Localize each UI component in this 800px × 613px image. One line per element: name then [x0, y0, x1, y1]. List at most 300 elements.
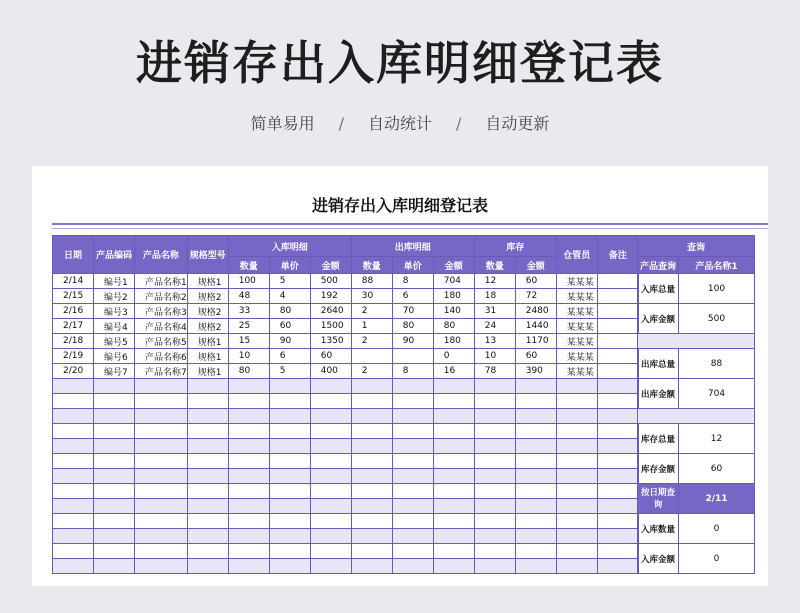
col-header-in-group[interactable]: 入库明细: [228, 236, 351, 257]
empty-cell[interactable]: [228, 484, 269, 499]
empty-cell[interactable]: [392, 499, 433, 514]
empty-cell[interactable]: [433, 409, 474, 424]
cell-date[interactable]: 2/19: [53, 349, 94, 364]
empty-cell[interactable]: [433, 469, 474, 484]
cell-in-price[interactable]: 80: [269, 304, 310, 319]
col-header-date[interactable]: 日期: [53, 236, 94, 274]
cell-out-qty[interactable]: 2: [351, 304, 392, 319]
empty-cell[interactable]: [474, 424, 515, 439]
empty-cell[interactable]: [515, 544, 556, 559]
empty-cell[interactable]: [392, 424, 433, 439]
empty-cell[interactable]: [392, 544, 433, 559]
cell-name[interactable]: 产品名称7: [135, 364, 188, 379]
empty-cell[interactable]: [556, 379, 597, 394]
col-header-keeper[interactable]: 仓管员: [556, 236, 597, 274]
empty-cell[interactable]: [53, 484, 94, 499]
cell-spec[interactable]: 规格2: [187, 289, 228, 304]
col-header-stock-amount[interactable]: 金额: [515, 257, 556, 274]
cell-in-amt[interactable]: 400: [310, 364, 351, 379]
cell-spec[interactable]: 规格2: [187, 319, 228, 334]
empty-cell[interactable]: [135, 529, 188, 544]
cell-st-amt[interactable]: 1440: [515, 319, 556, 334]
empty-cell[interactable]: [597, 469, 638, 484]
empty-cell[interactable]: [474, 409, 515, 424]
col-header-in-qty[interactable]: 数量: [228, 257, 269, 274]
cell-out-price[interactable]: 90: [392, 334, 433, 349]
empty-cell[interactable]: [228, 424, 269, 439]
empty-cell[interactable]: [228, 544, 269, 559]
cell-in-price[interactable]: 5: [269, 274, 310, 289]
empty-cell[interactable]: [228, 454, 269, 469]
empty-cell[interactable]: [53, 559, 94, 574]
cell-spec[interactable]: 规格1: [187, 274, 228, 289]
empty-cell[interactable]: [474, 394, 515, 409]
empty-cell[interactable]: [556, 544, 597, 559]
cell-date[interactable]: 2/15: [53, 289, 94, 304]
empty-cell[interactable]: [392, 559, 433, 574]
empty-cell[interactable]: [597, 529, 638, 544]
empty-cell[interactable]: [351, 514, 392, 529]
date-query-value[interactable]: 2/11: [679, 484, 755, 514]
cell-st-amt[interactable]: 1170: [515, 334, 556, 349]
empty-cell[interactable]: [515, 499, 556, 514]
empty-cell[interactable]: [351, 499, 392, 514]
empty-cell[interactable]: [556, 484, 597, 499]
empty-cell[interactable]: [269, 454, 310, 469]
empty-cell[interactable]: [515, 379, 556, 394]
empty-cell[interactable]: [474, 514, 515, 529]
cell-code[interactable]: 编号6: [94, 349, 135, 364]
empty-cell[interactable]: [187, 454, 228, 469]
in-total-qty-value[interactable]: 100: [679, 274, 755, 304]
cell-in-amt[interactable]: 192: [310, 289, 351, 304]
empty-cell[interactable]: [228, 559, 269, 574]
empty-cell[interactable]: [94, 529, 135, 544]
col-header-stock-group[interactable]: 库存: [474, 236, 556, 257]
empty-cell[interactable]: [597, 394, 638, 409]
empty-cell[interactable]: [433, 454, 474, 469]
empty-cell[interactable]: [392, 409, 433, 424]
empty-cell[interactable]: [556, 424, 597, 439]
empty-cell[interactable]: [515, 484, 556, 499]
empty-cell[interactable]: [392, 484, 433, 499]
empty-cell[interactable]: [94, 409, 135, 424]
cell-spec[interactable]: 规格1: [187, 334, 228, 349]
empty-cell[interactable]: [515, 394, 556, 409]
empty-cell[interactable]: [187, 439, 228, 454]
empty-cell[interactable]: [135, 409, 188, 424]
cell-date[interactable]: 2/18: [53, 334, 94, 349]
cell-out-amt[interactable]: 80: [433, 319, 474, 334]
empty-cell[interactable]: [187, 424, 228, 439]
cell-name[interactable]: 产品名称4: [135, 319, 188, 334]
cell-in-qty[interactable]: 48: [228, 289, 269, 304]
out-total-amt-value[interactable]: 704: [679, 379, 755, 409]
empty-cell[interactable]: [53, 379, 94, 394]
cell-in-price[interactable]: 6: [269, 349, 310, 364]
empty-cell[interactable]: [269, 379, 310, 394]
empty-cell[interactable]: [135, 379, 188, 394]
empty-cell[interactable]: [94, 454, 135, 469]
cell-keeper[interactable]: 某某某: [556, 364, 597, 379]
empty-cell[interactable]: [53, 454, 94, 469]
cell-st-amt[interactable]: 390: [515, 364, 556, 379]
empty-cell[interactable]: [597, 499, 638, 514]
empty-cell[interactable]: [53, 529, 94, 544]
cell-code[interactable]: 编号7: [94, 364, 135, 379]
col-header-name[interactable]: 产品名称: [135, 236, 188, 274]
cell-note[interactable]: [597, 364, 638, 379]
cell-st-amt[interactable]: 72: [515, 289, 556, 304]
empty-cell[interactable]: [351, 439, 392, 454]
empty-cell[interactable]: [135, 469, 188, 484]
empty-cell[interactable]: [556, 529, 597, 544]
cell-note[interactable]: [597, 304, 638, 319]
cell-out-price[interactable]: 6: [392, 289, 433, 304]
empty-cell[interactable]: [392, 529, 433, 544]
empty-cell[interactable]: [474, 529, 515, 544]
cell-note[interactable]: [597, 349, 638, 364]
empty-cell[interactable]: [94, 484, 135, 499]
empty-cell[interactable]: [310, 409, 351, 424]
cell-out-qty[interactable]: 2: [351, 364, 392, 379]
cell-out-qty[interactable]: [351, 349, 392, 364]
empty-cell[interactable]: [310, 499, 351, 514]
empty-cell[interactable]: [474, 499, 515, 514]
empty-cell[interactable]: [474, 439, 515, 454]
empty-cell[interactable]: [310, 454, 351, 469]
cell-in-amt[interactable]: 1350: [310, 334, 351, 349]
empty-cell[interactable]: [433, 499, 474, 514]
cell-in-qty[interactable]: 80: [228, 364, 269, 379]
cell-in-qty[interactable]: 15: [228, 334, 269, 349]
empty-cell[interactable]: [597, 514, 638, 529]
empty-cell[interactable]: [269, 469, 310, 484]
empty-cell[interactable]: [351, 394, 392, 409]
cell-in-qty[interactable]: 33: [228, 304, 269, 319]
empty-cell[interactable]: [474, 544, 515, 559]
col-header-note[interactable]: 备注: [597, 236, 638, 274]
empty-cell[interactable]: [597, 559, 638, 574]
cell-spec[interactable]: 规格2: [187, 304, 228, 319]
empty-cell[interactable]: [94, 394, 135, 409]
empty-cell[interactable]: [351, 559, 392, 574]
empty-cell[interactable]: [515, 409, 556, 424]
cell-st-qty[interactable]: 24: [474, 319, 515, 334]
empty-cell[interactable]: [433, 439, 474, 454]
empty-cell[interactable]: [310, 424, 351, 439]
empty-cell[interactable]: [433, 484, 474, 499]
empty-cell[interactable]: [269, 394, 310, 409]
empty-cell[interactable]: [53, 394, 94, 409]
cell-name[interactable]: 产品名称1: [135, 274, 188, 289]
cell-keeper[interactable]: 某某某: [556, 349, 597, 364]
empty-cell[interactable]: [135, 424, 188, 439]
empty-cell[interactable]: [556, 454, 597, 469]
cell-st-qty[interactable]: 13: [474, 334, 515, 349]
cell-in-amt[interactable]: 60: [310, 349, 351, 364]
cell-out-qty[interactable]: 88: [351, 274, 392, 289]
cell-out-price[interactable]: 70: [392, 304, 433, 319]
empty-cell[interactable]: [392, 469, 433, 484]
cell-in-amt[interactable]: 500: [310, 274, 351, 289]
empty-cell[interactable]: [310, 514, 351, 529]
empty-cell[interactable]: [269, 529, 310, 544]
col-header-spec[interactable]: 规格型号: [187, 236, 228, 274]
empty-cell[interactable]: [433, 514, 474, 529]
col-header-in-price[interactable]: 单价: [269, 257, 310, 274]
cell-note[interactable]: [597, 289, 638, 304]
cell-note[interactable]: [597, 334, 638, 349]
cell-out-amt[interactable]: 180: [433, 289, 474, 304]
empty-cell[interactable]: [556, 559, 597, 574]
empty-cell[interactable]: [515, 424, 556, 439]
cell-st-amt[interactable]: 60: [515, 349, 556, 364]
empty-cell[interactable]: [474, 559, 515, 574]
empty-cell[interactable]: [53, 499, 94, 514]
empty-cell[interactable]: [228, 514, 269, 529]
empty-cell[interactable]: [269, 514, 310, 529]
empty-cell[interactable]: [53, 439, 94, 454]
cell-out-price[interactable]: 8: [392, 364, 433, 379]
empty-cell[interactable]: [187, 484, 228, 499]
cell-st-qty[interactable]: 78: [474, 364, 515, 379]
col-header-out-price[interactable]: 单价: [392, 257, 433, 274]
empty-cell[interactable]: [53, 544, 94, 559]
empty-cell[interactable]: [228, 409, 269, 424]
empty-cell[interactable]: [135, 439, 188, 454]
cell-out-amt[interactable]: 140: [433, 304, 474, 319]
cell-st-qty[interactable]: 18: [474, 289, 515, 304]
col-header-code[interactable]: 产品编码: [94, 236, 135, 274]
empty-cell[interactable]: [433, 544, 474, 559]
cell-date[interactable]: 2/16: [53, 304, 94, 319]
cell-keeper[interactable]: 某某某: [556, 334, 597, 349]
empty-cell[interactable]: [556, 514, 597, 529]
product-query-value[interactable]: 产品名称1: [679, 257, 755, 274]
empty-cell[interactable]: [351, 379, 392, 394]
col-header-in-amount[interactable]: 金额: [310, 257, 351, 274]
cell-name[interactable]: 产品名称5: [135, 334, 188, 349]
cell-spec[interactable]: 规格1: [187, 364, 228, 379]
cell-code[interactable]: 编号4: [94, 319, 135, 334]
empty-cell[interactable]: [392, 379, 433, 394]
empty-cell[interactable]: [515, 529, 556, 544]
empty-cell[interactable]: [515, 439, 556, 454]
empty-cell[interactable]: [187, 499, 228, 514]
empty-cell[interactable]: [53, 514, 94, 529]
empty-cell[interactable]: [392, 394, 433, 409]
cell-out-amt[interactable]: 704: [433, 274, 474, 289]
empty-cell[interactable]: [228, 394, 269, 409]
cell-code[interactable]: 编号1: [94, 274, 135, 289]
cell-out-qty[interactable]: 1: [351, 319, 392, 334]
cell-in-price[interactable]: 90: [269, 334, 310, 349]
empty-cell[interactable]: [351, 424, 392, 439]
empty-cell[interactable]: [310, 559, 351, 574]
cell-in-qty[interactable]: 25: [228, 319, 269, 334]
empty-cell[interactable]: [135, 544, 188, 559]
empty-cell[interactable]: [135, 514, 188, 529]
cell-date[interactable]: 2/17: [53, 319, 94, 334]
cell-out-price[interactable]: 80: [392, 319, 433, 334]
in-total-amt-value[interactable]: 500: [679, 304, 755, 334]
empty-cell[interactable]: [269, 499, 310, 514]
date-in-qty-value[interactable]: 0: [679, 514, 755, 544]
col-header-stock-qty[interactable]: 数量: [474, 257, 515, 274]
empty-cell[interactable]: [187, 469, 228, 484]
empty-cell[interactable]: [351, 544, 392, 559]
cell-code[interactable]: 编号2: [94, 289, 135, 304]
empty-cell[interactable]: [351, 484, 392, 499]
empty-cell[interactable]: [351, 454, 392, 469]
empty-cell[interactable]: [433, 559, 474, 574]
empty-cell[interactable]: [228, 499, 269, 514]
col-header-out-amount[interactable]: 金额: [433, 257, 474, 274]
cell-out-price[interactable]: [392, 349, 433, 364]
empty-cell[interactable]: [269, 439, 310, 454]
empty-cell[interactable]: [597, 544, 638, 559]
empty-cell[interactable]: [556, 409, 597, 424]
cell-keeper[interactable]: 某某某: [556, 319, 597, 334]
empty-cell[interactable]: [556, 394, 597, 409]
empty-cell[interactable]: [53, 409, 94, 424]
cell-date[interactable]: 2/20: [53, 364, 94, 379]
cell-keeper[interactable]: 某某某: [556, 274, 597, 289]
col-header-out-group[interactable]: 出库明细: [351, 236, 474, 257]
empty-cell[interactable]: [269, 424, 310, 439]
empty-cell[interactable]: [94, 559, 135, 574]
empty-cell[interactable]: [351, 469, 392, 484]
empty-cell[interactable]: [94, 544, 135, 559]
empty-cell[interactable]: [515, 469, 556, 484]
cell-st-qty[interactable]: 10: [474, 349, 515, 364]
empty-cell[interactable]: [515, 514, 556, 529]
empty-cell[interactable]: [515, 559, 556, 574]
cell-out-qty[interactable]: 30: [351, 289, 392, 304]
empty-cell[interactable]: [228, 379, 269, 394]
empty-cell[interactable]: [269, 559, 310, 574]
cell-out-amt[interactable]: 16: [433, 364, 474, 379]
cell-in-price[interactable]: 4: [269, 289, 310, 304]
cell-name[interactable]: 产品名称2: [135, 289, 188, 304]
empty-cell[interactable]: [597, 379, 638, 394]
empty-cell[interactable]: [269, 544, 310, 559]
cell-st-amt[interactable]: 60: [515, 274, 556, 289]
empty-cell[interactable]: [597, 454, 638, 469]
cell-in-amt[interactable]: 1500: [310, 319, 351, 334]
cell-st-qty[interactable]: 31: [474, 304, 515, 319]
cell-st-amt[interactable]: 2480: [515, 304, 556, 319]
cell-in-price[interactable]: 5: [269, 364, 310, 379]
cell-out-amt[interactable]: 180: [433, 334, 474, 349]
empty-cell[interactable]: [351, 409, 392, 424]
empty-cell[interactable]: [597, 409, 638, 424]
col-header-out-qty[interactable]: 数量: [351, 257, 392, 274]
empty-cell[interactable]: [433, 379, 474, 394]
empty-cell[interactable]: [310, 544, 351, 559]
empty-cell[interactable]: [94, 514, 135, 529]
empty-cell[interactable]: [597, 424, 638, 439]
cell-name[interactable]: 产品名称3: [135, 304, 188, 319]
cell-keeper[interactable]: 某某某: [556, 304, 597, 319]
empty-cell[interactable]: [556, 469, 597, 484]
empty-cell[interactable]: [597, 484, 638, 499]
empty-cell[interactable]: [310, 394, 351, 409]
empty-cell[interactable]: [228, 439, 269, 454]
stock-total-qty-value[interactable]: 12: [679, 424, 755, 454]
empty-cell[interactable]: [310, 484, 351, 499]
empty-cell[interactable]: [94, 499, 135, 514]
empty-cell[interactable]: [94, 379, 135, 394]
empty-cell[interactable]: [310, 439, 351, 454]
empty-cell[interactable]: [187, 409, 228, 424]
out-total-qty-value[interactable]: 88: [679, 349, 755, 379]
cell-out-qty[interactable]: 2: [351, 334, 392, 349]
empty-cell[interactable]: [515, 454, 556, 469]
empty-cell[interactable]: [187, 394, 228, 409]
empty-cell[interactable]: [187, 559, 228, 574]
cell-spec[interactable]: 规格1: [187, 349, 228, 364]
cell-in-qty[interactable]: 100: [228, 274, 269, 289]
empty-cell[interactable]: [94, 424, 135, 439]
empty-cell[interactable]: [310, 379, 351, 394]
cell-st-qty[interactable]: 12: [474, 274, 515, 289]
empty-cell[interactable]: [556, 499, 597, 514]
empty-cell[interactable]: [135, 394, 188, 409]
empty-cell[interactable]: [187, 514, 228, 529]
cell-in-amt[interactable]: 2640: [310, 304, 351, 319]
empty-cell[interactable]: [310, 469, 351, 484]
empty-cell[interactable]: [351, 529, 392, 544]
cell-date[interactable]: 2/14: [53, 274, 94, 289]
empty-cell[interactable]: [135, 559, 188, 574]
empty-cell[interactable]: [94, 439, 135, 454]
empty-cell[interactable]: [556, 439, 597, 454]
empty-cell[interactable]: [135, 454, 188, 469]
cell-name[interactable]: 产品名称6: [135, 349, 188, 364]
empty-cell[interactable]: [597, 439, 638, 454]
empty-cell[interactable]: [433, 529, 474, 544]
empty-cell[interactable]: [228, 529, 269, 544]
cell-code[interactable]: 编号5: [94, 334, 135, 349]
empty-cell[interactable]: [433, 394, 474, 409]
empty-cell[interactable]: [474, 454, 515, 469]
cell-out-amt[interactable]: 0: [433, 349, 474, 364]
cell-keeper[interactable]: 某某某: [556, 289, 597, 304]
empty-cell[interactable]: [269, 409, 310, 424]
empty-cell[interactable]: [94, 469, 135, 484]
stock-total-amt-value[interactable]: 60: [679, 454, 755, 484]
empty-cell[interactable]: [135, 499, 188, 514]
cell-code[interactable]: 编号3: [94, 304, 135, 319]
empty-cell[interactable]: [392, 514, 433, 529]
empty-cell[interactable]: [474, 484, 515, 499]
empty-cell[interactable]: [53, 424, 94, 439]
empty-cell[interactable]: [392, 439, 433, 454]
cell-in-price[interactable]: 60: [269, 319, 310, 334]
empty-cell[interactable]: [135, 484, 188, 499]
cell-note[interactable]: [597, 319, 638, 334]
empty-cell[interactable]: [187, 529, 228, 544]
empty-cell[interactable]: [433, 424, 474, 439]
cell-note[interactable]: [597, 274, 638, 289]
empty-cell[interactable]: [187, 379, 228, 394]
empty-cell[interactable]: [310, 529, 351, 544]
empty-cell[interactable]: [474, 469, 515, 484]
cell-out-price[interactable]: 8: [392, 274, 433, 289]
empty-cell[interactable]: [474, 379, 515, 394]
